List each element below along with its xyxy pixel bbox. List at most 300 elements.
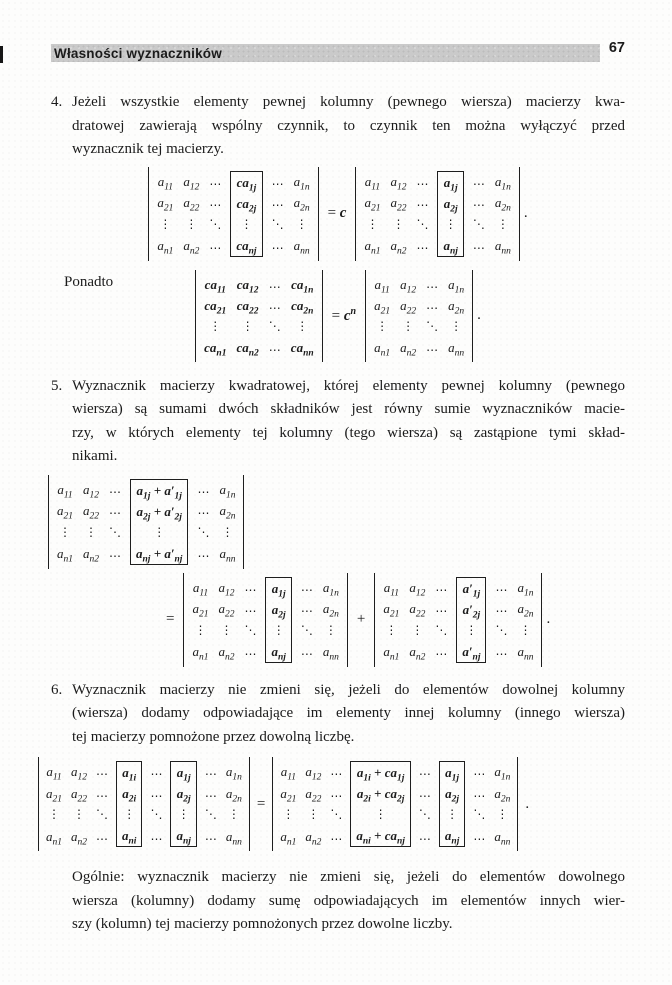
item-number: 5. — [51, 377, 63, 394]
matrix-cell: $a_{1j}$ — [271, 580, 286, 600]
matrix-column — [203, 274, 227, 358]
matrix-cell: … — [495, 601, 508, 616]
matrix-cell: $a'_{nj}$ — [462, 643, 481, 663]
matrix-cell: … — [418, 785, 431, 800]
matrix-cell: $a_{n2}$ — [218, 644, 235, 664]
item-text — [72, 91, 625, 162]
matrix-body — [195, 270, 323, 362]
text-line: wiersza (kolumny) dodamy sumę odpowiadających im elementów innych wier- — [72, 892, 625, 909]
math-operator: = c — [327, 205, 347, 221]
matrix-cell: $a_{n2}$ — [183, 238, 200, 258]
matrix-cell: $a_{2j} + a'_{2j}$ — [136, 503, 182, 523]
matrix-body — [272, 757, 518, 851]
matrix-cell: $a_{nn}$ — [494, 238, 511, 258]
matrix-cell: ⋮ — [519, 622, 532, 637]
matrix-cell: $a_{22}$ — [71, 785, 87, 805]
matrix-cell: ⋮ — [272, 622, 285, 637]
matrix-cell: … — [109, 503, 121, 518]
matrix-cell: $a_{21}$ — [192, 601, 209, 620]
matrix-cell: ⋱ — [209, 216, 222, 231]
matrix-column — [425, 274, 439, 358]
matrix-cell: ⋮ — [446, 807, 459, 821]
matrix-cell: … — [435, 601, 448, 616]
matrix-cell: … — [300, 579, 313, 594]
matrix-cell: $a_{21}$ — [280, 785, 297, 805]
matrix-column — [70, 761, 88, 847]
matrix-cell: $a_{12}$ — [305, 764, 322, 783]
matrix-cell: $ca_{2n}$ — [291, 297, 314, 317]
matrix-cell: $a_{11}$ — [46, 764, 62, 783]
matrix-cell: $a_{n1}$ — [192, 644, 209, 664]
matrix-cell: … — [150, 828, 163, 843]
matrix-cell: $a_{1i}$ — [122, 765, 137, 784]
highlighted-column — [265, 577, 291, 663]
highlighted-column — [437, 171, 463, 257]
matrix-cell: $a_{n1}$ — [57, 546, 73, 566]
matrix-cell: $a_{n1}$ — [280, 828, 297, 848]
matrix-cell: $a_{12}$ — [83, 481, 99, 501]
highlighted-column — [439, 761, 465, 847]
math-operator: + — [356, 611, 366, 627]
matrix-cell: $a_{1n}$ — [322, 579, 339, 599]
matrix-cell: $a_{2j}$ — [271, 601, 286, 621]
matrix-cell: $a_{22}$ — [400, 297, 417, 317]
matrix-cell: $a_{nn}$ — [322, 644, 339, 664]
text-line: wiersza) są sumami dwóch składników jest równy sumie wyznaczników macie- — [72, 401, 625, 417]
text-line: wyznacznik tej macierzy. — [72, 141, 224, 157]
matrix-cell: $a_{22}$ — [409, 601, 426, 620]
matrix-cell: $a_{1j}$ — [176, 765, 191, 784]
matrix-cell: $a'_{2j}$ — [462, 601, 481, 621]
matrix-cell: $a_{nn}$ — [225, 828, 242, 848]
matrix-cell: ⋱ — [473, 807, 486, 822]
item-number: 6. — [51, 681, 63, 698]
matrix-cell: … — [418, 764, 431, 778]
text-line: Jeżeli wszystkie elementy pewnej kolumny (pewnego wiersza) macierzy kwa- — [72, 94, 625, 110]
matrix-column — [399, 274, 417, 358]
matrix-column — [279, 761, 297, 847]
matrix-cell: $a_{2n}$ — [225, 785, 242, 805]
matrix-cell: ⋮ — [392, 216, 405, 231]
matrix-cell: … — [330, 828, 343, 843]
determinant — [374, 573, 542, 667]
highlighted-column — [456, 577, 486, 663]
matrix-cell: $a_{nn}$ — [448, 339, 465, 359]
item-text — [72, 679, 625, 750]
matrix-cell: $ca_{n1}$ — [204, 339, 227, 359]
matrix-column — [373, 274, 391, 358]
matrix-cell: … — [244, 579, 257, 594]
matrix-body — [365, 270, 473, 362]
matrix-cell: $a_{2j}$ — [176, 786, 191, 805]
matrix-cell: $a_{nj}$ — [443, 237, 458, 257]
equation-column-factor — [51, 167, 625, 261]
highlighted-column — [130, 479, 188, 565]
matrix-column — [300, 577, 314, 663]
matrix-cell: … — [435, 644, 448, 659]
matrix-cell: $a_{21}$ — [383, 601, 400, 620]
matrix-cell: ⋮ — [282, 807, 295, 822]
matrix-cell: … — [150, 785, 163, 800]
matrix-cell: ⋮ — [295, 216, 308, 231]
matrix-cell: … — [268, 276, 281, 291]
determinant — [148, 167, 318, 261]
matrix-body — [183, 573, 347, 667]
matrix-cell: … — [197, 481, 210, 496]
matrix-cell: $a_{nn}$ — [293, 238, 310, 258]
matrix-cell: $a_{12}$ — [390, 173, 407, 193]
matrix-column — [243, 577, 257, 663]
matrix-cell: ⋮ — [209, 318, 222, 333]
matrix-column — [268, 274, 282, 358]
matrix-cell: ⋮ — [324, 622, 337, 637]
matrix-cell: … — [418, 828, 431, 843]
matrix-cell: … — [204, 828, 217, 843]
matrix-cell: $ca_{22}$ — [236, 297, 259, 317]
page-number: 67 — [608, 40, 625, 56]
matrix-cell: $a_{12}$ — [71, 764, 87, 783]
matrix-column — [191, 577, 209, 663]
text-line: Wyznacznik macierzy nie zmieni się, jeżeli do elementów dowolnej kolumny — [72, 681, 625, 698]
matrix-column — [56, 479, 74, 565]
text-line: rzy, w których elementy tej kolumny (tego wiersza) są zastąpione tymi skład- — [72, 424, 625, 441]
matrix-cell: … — [300, 601, 313, 616]
matrix-cell: $a_{22}$ — [390, 195, 407, 214]
matrix-cell: $a_{22}$ — [183, 195, 200, 214]
equation-sum-split — [157, 573, 625, 667]
matrix-column — [382, 577, 400, 663]
matrix-cell: … — [96, 828, 108, 843]
matrix-cell: ⋮ — [221, 524, 234, 539]
matrix-cell: … — [268, 339, 281, 354]
matrix-cell: $a_{ni} + ca_{nj}$ — [356, 828, 405, 847]
text-line: Wyznacznik macierzy kwadratowej, której elementy pewnej kolumny (pewnego — [72, 377, 625, 394]
math-operator: = — [256, 795, 266, 812]
matrix-cell: $a_{1j} + a'_{1j}$ — [136, 482, 182, 502]
matrix-cell: $a_{1j}$ — [443, 174, 458, 194]
matrix-cell: ⋮ — [194, 622, 207, 637]
determinant — [48, 475, 244, 569]
matrix-cell: ⋮ — [73, 807, 85, 822]
matrix-cell: $a_{2n}$ — [448, 297, 465, 317]
matrix-cell: … — [426, 339, 439, 354]
matrix-cell: $a_{n2}$ — [400, 339, 417, 359]
matrix-cell: $ca_{nj}$ — [236, 237, 257, 257]
matrix-cell: $a_{11}$ — [157, 173, 173, 193]
matrix-column — [204, 761, 218, 847]
numbered-item-6 — [51, 679, 625, 750]
matrix-column — [322, 577, 340, 663]
math-operator: . — [546, 611, 551, 627]
matrix-body — [148, 167, 318, 261]
matrix-cell: $a_{22}$ — [83, 503, 99, 522]
matrix-cell: $a_{n1}$ — [157, 238, 174, 258]
matrix-cell: $a_{n2}$ — [409, 644, 426, 664]
matrix-cell: ⋮ — [123, 807, 136, 821]
matrix-cell: $a_{nj}$ — [176, 828, 191, 847]
matrix-cell: ⋮ — [177, 807, 190, 821]
highlighted-column — [230, 171, 262, 257]
matrix-cell: … — [268, 297, 281, 312]
matrix-cell: ⋮ — [220, 622, 233, 637]
matrix-cell: $a_{n1}$ — [383, 644, 400, 664]
matrix-column — [271, 171, 285, 257]
matrix-cell: ⋮ — [59, 524, 71, 539]
equation-add-multiple — [38, 757, 625, 851]
text-line: dratowej zawierają wspólny czynnik, to czynnik ten można wyłączyć przed — [72, 117, 625, 134]
matrix-cell: … — [435, 579, 448, 594]
matrix-cell: $ca_{1j}$ — [236, 174, 257, 194]
highlighted-column — [170, 761, 196, 847]
text-line: Ogólnie: wyznacznik macierzy nie zmieni się, jeżeli do elementów dowolnego — [72, 869, 625, 885]
matrix-cell: … — [416, 238, 429, 253]
matrix-cell: $ca_{nn}$ — [290, 339, 314, 359]
matrix-cell: $a_{1n}$ — [494, 764, 511, 783]
matrix-cell: ⋮ — [374, 807, 387, 821]
matrix-cell: ⋱ — [96, 807, 108, 822]
matrix-cell: $a_{2n}$ — [322, 601, 339, 620]
matrix-cell: … — [473, 764, 486, 778]
matrix-cell: $a_{11}$ — [364, 173, 381, 193]
matrix-cell: $a_{1n}$ — [225, 764, 242, 783]
matrix-cell: $a_{21}$ — [364, 195, 381, 214]
matrix-cell: ⋮ — [402, 318, 415, 333]
matrix-cell: $a_{2n}$ — [494, 195, 511, 214]
matrix-cell: … — [426, 297, 439, 312]
matrix-column — [447, 274, 465, 358]
matrix-column — [472, 761, 486, 847]
matrix-column — [45, 761, 63, 847]
matrix-cell: $a_{nj}$ — [271, 643, 286, 663]
matrix-cell: $a_{11}$ — [192, 579, 209, 599]
matrix-column — [434, 577, 448, 663]
matrix-cell: $a_{nj} + a'_{nj}$ — [136, 545, 183, 565]
matrix-cell: … — [495, 644, 508, 659]
matrix-cell: … — [150, 764, 163, 778]
matrix-cell: $a_{11}$ — [383, 579, 400, 599]
matrix-cell: ⋱ — [330, 807, 343, 822]
matrix-column — [304, 761, 322, 847]
general-note — [72, 866, 625, 937]
matrix-cell: $a_{21}$ — [57, 503, 73, 522]
matrix-cell: … — [204, 764, 217, 778]
matrix-column — [218, 479, 236, 565]
matrix-column — [472, 171, 486, 257]
matrix-cell: … — [473, 828, 486, 843]
determinant — [272, 757, 518, 851]
matrix-cell: $a_{21}$ — [46, 785, 62, 805]
matrix-cell: $ca_{2j}$ — [236, 195, 257, 215]
matrix-cell: ⋮ — [48, 807, 60, 822]
math-operator: . — [523, 205, 528, 221]
matrix-body — [38, 757, 250, 851]
matrix-column — [82, 479, 100, 565]
matrix-cell: $a_{11}$ — [57, 481, 73, 501]
section-title: Własności wyznaczników — [54, 45, 222, 61]
matrix-cell: $a_{2j}$ — [443, 195, 458, 215]
page-header — [51, 40, 625, 62]
matrix-cell: ⋱ — [150, 807, 163, 822]
matrix-cell: … — [472, 195, 485, 210]
matrix-cell: ⋮ — [307, 807, 320, 822]
matrix-cell: … — [271, 195, 284, 210]
matrix-cell: $a_{12}$ — [409, 579, 426, 599]
matrix-column — [290, 274, 315, 358]
matrix-cell: $a_{2n}$ — [293, 195, 310, 214]
matrix-cell: $a_{1i} + ca_{1j}$ — [356, 765, 405, 784]
text-line: tej macierzy pomnożone przez dowolną liczbę. — [72, 728, 355, 745]
matrix-cell: ⋱ — [109, 524, 121, 539]
matrix-column — [494, 171, 512, 257]
matrix-cell: $a_{2j}$ — [445, 786, 460, 805]
matrix-cell: ⋱ — [197, 524, 210, 539]
text-line: nikami. — [72, 448, 118, 464]
matrix-cell: $a_{nn}$ — [494, 828, 511, 848]
matrix-cell: ⋮ — [240, 216, 253, 231]
matrix-cell: ⋱ — [418, 807, 431, 822]
matrix-cell: … — [473, 785, 486, 800]
matrix-cell: … — [330, 764, 343, 778]
matrix-cell: $a_{nn}$ — [219, 546, 236, 566]
matrix-column — [415, 171, 429, 257]
matrix-cell: … — [472, 238, 485, 253]
matrix-cell: … — [197, 503, 210, 518]
matrix-cell: $a_{2i} + ca_{2j}$ — [356, 786, 405, 805]
matrix-cell: ⋮ — [465, 622, 478, 637]
determinant — [38, 757, 250, 851]
math-operator: . — [477, 307, 481, 323]
matrix-cell: … — [330, 785, 343, 800]
matrix-cell: ⋮ — [411, 622, 424, 637]
matrix-cell: $a_{n2}$ — [83, 546, 99, 566]
matrix-cell: … — [96, 785, 108, 800]
equation-sum-column — [48, 475, 625, 569]
ponadto-section — [51, 270, 625, 362]
numbered-item-4 — [51, 91, 625, 162]
matrix-column — [408, 577, 426, 663]
matrix-cell: ⋱ — [426, 318, 439, 333]
matrix-cell: $a_{n2}$ — [305, 828, 322, 848]
text-line: (wiersza) dodamy odpowiadające im elementy innej kolumny (innego wiersza) — [72, 705, 625, 721]
item-number: 4. — [51, 94, 63, 110]
matrix-cell: … — [96, 764, 108, 778]
matrix-cell: ⋮ — [296, 318, 309, 333]
matrix-cell: ⋮ — [366, 216, 379, 231]
matrix-cell: $a_{nn}$ — [517, 644, 534, 664]
matrix-cell: $a_{12}$ — [218, 579, 235, 599]
math-operator: = $c^n$ — [331, 306, 357, 324]
highlighted-column — [350, 761, 411, 847]
matrix-cell: $a_{2n}$ — [219, 503, 236, 522]
determinant — [183, 573, 347, 667]
math-operator: = — [166, 611, 175, 627]
matrix-cell: $a_{2n}$ — [517, 601, 534, 620]
matrix-cell: … — [495, 579, 508, 594]
matrix-cell: $a_{n2}$ — [390, 238, 407, 258]
matrix-cell: $a_{1n}$ — [448, 276, 465, 296]
matrix-cell: ⋮ — [376, 318, 389, 333]
matrix-cell: ⋮ — [153, 524, 166, 539]
matrix-column — [95, 761, 109, 847]
matrix-cell: $a_{11}$ — [374, 276, 390, 296]
ponadto-label: Ponadto — [64, 273, 114, 290]
matrix-column — [389, 171, 407, 257]
matrix-cell: ⋮ — [496, 216, 509, 231]
matrix-cell: $a_{22}$ — [305, 785, 322, 805]
matrix-cell: $a_{12}$ — [183, 173, 200, 193]
equation-scalar-power — [51, 270, 625, 362]
matrix-cell: … — [209, 195, 222, 210]
matrix-cell: ⋮ — [450, 318, 463, 333]
math-operator: . — [525, 795, 530, 812]
matrix-cell: $a_{2i}$ — [122, 786, 137, 805]
matrix-column — [182, 171, 200, 257]
matrix-column — [516, 577, 534, 663]
matrix-cell: ⋱ — [495, 622, 508, 637]
matrix-cell: ⋮ — [444, 216, 457, 231]
matrix-column — [156, 171, 174, 257]
matrix-cell: … — [472, 173, 485, 188]
matrix-cell: $a_{nj}$ — [444, 828, 460, 847]
matrix-cell: ⋱ — [204, 807, 217, 822]
matrix-column — [293, 171, 311, 257]
matrix-column — [418, 761, 432, 847]
matrix-cell: $a_{21}$ — [157, 195, 174, 214]
matrix-column — [363, 171, 381, 257]
matrix-cell: $ca_{n2}$ — [236, 339, 259, 359]
matrix-cell: $a_{1n}$ — [293, 173, 310, 193]
matrix-cell: … — [109, 546, 121, 561]
matrix-cell: $a_{n2}$ — [71, 828, 87, 848]
section-header-bar — [51, 44, 600, 62]
matrix-cell: ⋮ — [385, 622, 398, 637]
matrix-column — [235, 274, 259, 358]
matrix-cell: $a_{2n}$ — [494, 785, 511, 805]
matrix-cell: ⋱ — [244, 622, 257, 637]
matrix-cell: ⋮ — [241, 318, 254, 333]
matrix-cell: … — [209, 173, 222, 188]
matrix-cell: ⋮ — [85, 524, 97, 539]
matrix-cell: ⋮ — [227, 807, 240, 822]
matrix-cell: ⋱ — [416, 216, 429, 231]
matrix-cell: … — [426, 276, 439, 291]
matrix-column — [217, 577, 235, 663]
matrix-cell: … — [244, 644, 257, 659]
matrix-body — [48, 475, 244, 569]
matrix-body — [374, 573, 542, 667]
determinant — [355, 167, 519, 261]
matrix-cell: … — [416, 173, 429, 188]
matrix-cell: $a_{ni}$ — [122, 828, 137, 847]
matrix-cell: $ca_{11}$ — [204, 276, 226, 296]
matrix-cell: … — [271, 173, 284, 188]
matrix-column — [196, 479, 210, 565]
matrix-column — [329, 761, 343, 847]
matrix-cell: $a_{1n}$ — [219, 481, 236, 501]
matrix-cell: $ca_{1n}$ — [291, 276, 314, 296]
matrix-body — [355, 167, 519, 261]
matrix-cell: ⋮ — [159, 216, 172, 231]
matrix-cell: … — [416, 195, 429, 210]
matrix-cell: … — [209, 238, 222, 253]
matrix-cell: $a_{1j}$ — [445, 765, 460, 784]
matrix-column — [225, 761, 243, 847]
matrix-cell: $a_{n1}$ — [364, 238, 381, 258]
matrix-cell: ⋮ — [185, 216, 198, 231]
matrix-column — [149, 761, 163, 847]
matrix-cell: $a_{n1}$ — [46, 828, 62, 848]
matrix-cell: ⋱ — [472, 216, 485, 231]
